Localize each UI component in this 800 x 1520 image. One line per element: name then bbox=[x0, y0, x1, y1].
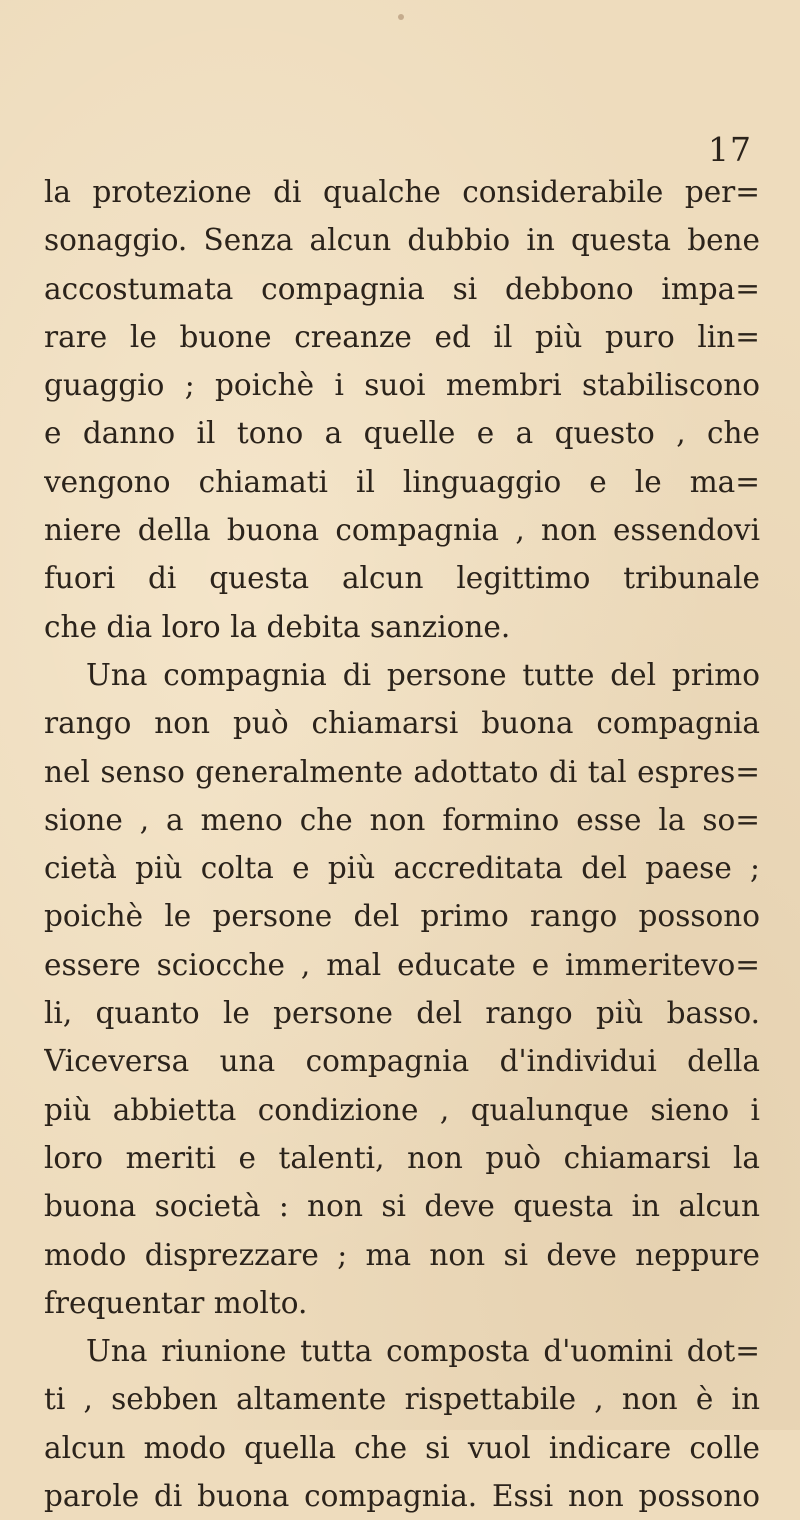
text-line: buona società : non si deve questa in alcun bbox=[44, 1189, 760, 1224]
text-line: sonaggio. Senza alcun dubbio in questa bene bbox=[44, 223, 760, 258]
text-line: parole di buona compagnia. Essi non possono bbox=[44, 1479, 760, 1514]
text-line: alcun modo quella che si vuol indicare colle bbox=[44, 1430, 760, 1465]
text-line: guaggio ; poichè i suoi membri stabiliscono bbox=[44, 368, 760, 403]
text-line: e danno il tono a quelle e a questo , che bbox=[44, 416, 760, 451]
text-line: li, quanto le persone del rango più basso. bbox=[44, 996, 760, 1031]
text-line: niere della buona compagnia , non essendovi bbox=[44, 513, 760, 548]
text-line: vengono chiamati il linguaggio e le ma= bbox=[44, 464, 760, 499]
paragraph-start-line: Una compagnia di persone tutte del primo bbox=[86, 657, 760, 692]
text-line: modo disprezzare ; ma non si deve neppure bbox=[44, 1237, 760, 1272]
text-line: rango non può chiamarsi buona compagnia bbox=[44, 706, 760, 741]
page-number: 17 bbox=[708, 130, 752, 169]
text-line: che dia loro la debita sanzione. bbox=[44, 609, 511, 644]
body-text bbox=[44, 168, 760, 1520]
text-line: nel senso generalmente adottato di tal espres= bbox=[44, 754, 760, 789]
text-line: frequentar molto. bbox=[44, 1285, 308, 1320]
text-line: Viceversa una compagnia d'individui della bbox=[44, 1044, 760, 1079]
text-line: cietà più colta e più accreditata del paese ; bbox=[44, 851, 760, 886]
text-line: rare le buone creanze ed il più puro lin= bbox=[44, 319, 760, 354]
text-line: la protezione di qualche considerabile per= bbox=[44, 175, 760, 209]
text-line: essere sciocche , mal educate e immeritevo= bbox=[44, 947, 760, 982]
paragraph-start-line: Una riunione tutta composta d'uomini dot= bbox=[86, 1334, 760, 1369]
text-line: ti , sebben altamente rispettabile , non è in bbox=[44, 1382, 760, 1417]
text-line: poichè le persone del primo rango possono bbox=[44, 899, 760, 934]
text-line: più abbietta condizione , qualunque sieno i bbox=[44, 1092, 760, 1127]
text-line: accostumata compagnia si debbono impa= bbox=[44, 271, 760, 306]
text-line: sione , a meno che non formino esse la so= bbox=[44, 802, 760, 837]
text-line: fuori di questa alcun legittimo tribunale bbox=[44, 561, 760, 596]
paper-stain bbox=[398, 14, 404, 20]
text-line: loro meriti e talenti, non può chiamarsi la bbox=[44, 1140, 760, 1175]
